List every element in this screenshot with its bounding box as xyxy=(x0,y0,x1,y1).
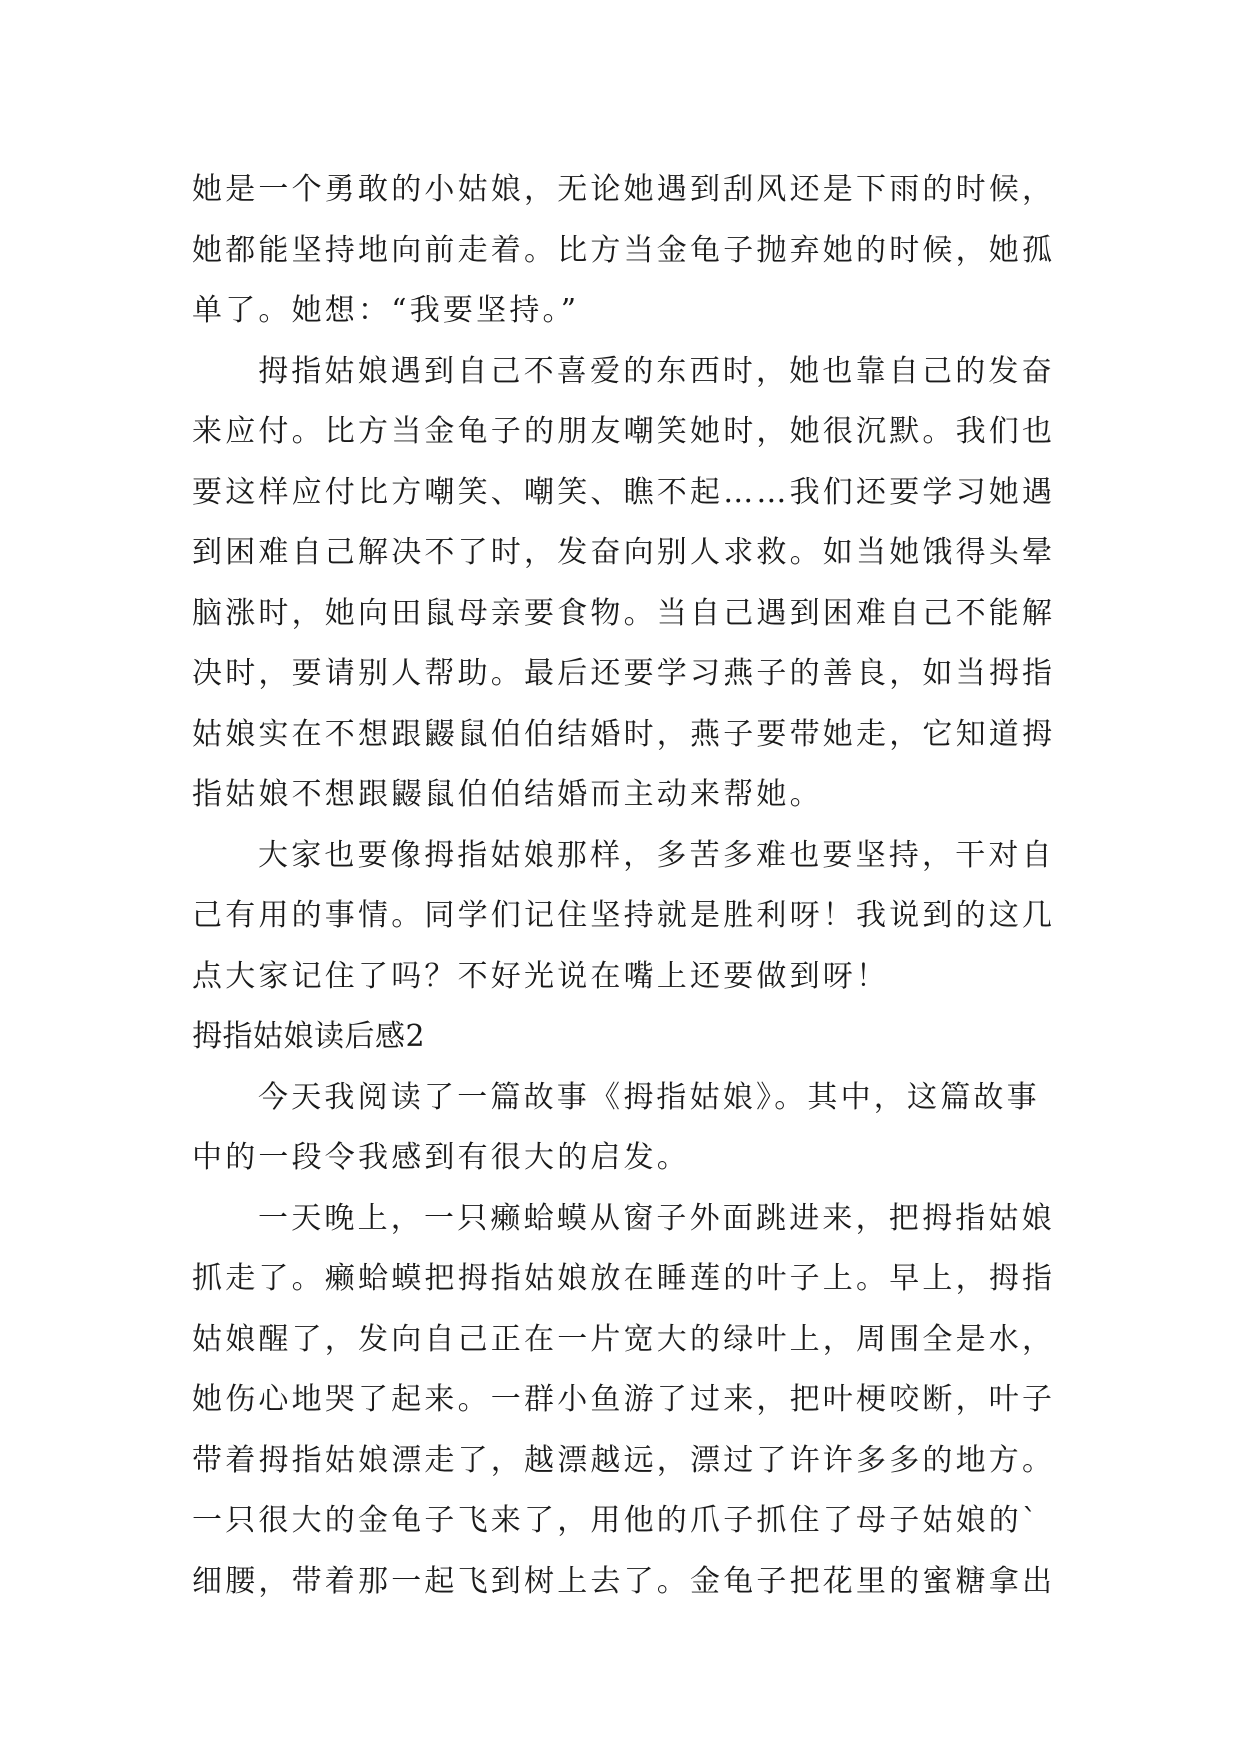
text-line: 点大家记住了吗？不好光说在嘴上还要做到呀！ xyxy=(192,958,890,994)
text-line: 她是一个勇敢的小姑娘，无论她遇到刮风还是下雨的时候， xyxy=(192,172,1056,207)
text-line: 要这样应付比方嘲笑、嘲笑、瞧不起……我们还要学习她遇 xyxy=(192,474,1056,510)
text-line: 己有用的事情。同学们记住坚持就是胜利呀！我说到的这几 xyxy=(192,898,1056,933)
text-line: 决时，要请别人帮助。最后还要学习燕子的善良，如当拇指 xyxy=(192,656,1056,691)
text-line: 到困难自己解决不了时，发奋向别人求救。如当她饿得头晕 xyxy=(192,535,1056,570)
text-line: 姑娘实在不想跟鼹鼠伯伯结婚时，燕子要带她走，它知道拇 xyxy=(192,716,1056,752)
text-line: 指姑娘不想跟鼹鼠伯伯结婚而主动来帮她。 xyxy=(192,777,823,812)
paragraph-first-line: 大家也要像拇指姑娘那样，多苦多难也要坚持，干对自 xyxy=(258,837,1055,873)
text-line: 姑娘醒了，发向自己正在一片宽大的绿叶上，周围全是水， xyxy=(192,1321,1056,1357)
paragraph-first-line: 一天晚上，一只癞蛤蟆从窗子外面跳进来，把拇指姑娘 xyxy=(258,1200,1055,1236)
text-line: 中的一段令我感到有很大的启发。 xyxy=(192,1140,690,1175)
text-line: 细腰，带着那一起飞到树上去了。金龟子把花里的蜜糖拿出 xyxy=(192,1563,1056,1599)
document-body xyxy=(192,160,1062,1612)
text-line: 她都能坚持地向前走着。比方当金龟子抛弃她的时候，她孤 xyxy=(192,232,1056,268)
text-line: 带着拇指姑娘漂走了，越漂越远，漂过了许许多多的地方。 xyxy=(192,1442,1056,1478)
text-line: 她伤心地哭了起来。一群小鱼游了过来，把叶梗咬断，叶子 xyxy=(192,1382,1056,1417)
text-line: 一只很大的金龟子飞来了，用他的爪子抓住了母子姑娘的` xyxy=(192,1503,1041,1538)
paragraph-first-line: 今天我阅读了一篇故事《拇指姑娘》。其中，这篇故事 xyxy=(258,1079,1040,1115)
paragraph-first-line: 拇指姑娘遇到自己不喜爱的东西时，她也靠自己的发奋 xyxy=(258,353,1055,389)
text-line: 抓走了。癞蛤蟆把拇指姑娘放在睡莲的叶子上。早上，拇指 xyxy=(192,1261,1056,1296)
text-line: 脑涨时，她向田鼠母亲要食物。当自己遇到困难自己不能解 xyxy=(192,595,1056,631)
text-line: 单了。她想：“我要坚持。” xyxy=(192,293,580,328)
section-heading: 拇指姑娘读后感2 xyxy=(192,1019,426,1054)
text-line: 来应付。比方当金龟子的朋友嘲笑她时，她很沉默。我们也 xyxy=(192,414,1056,449)
